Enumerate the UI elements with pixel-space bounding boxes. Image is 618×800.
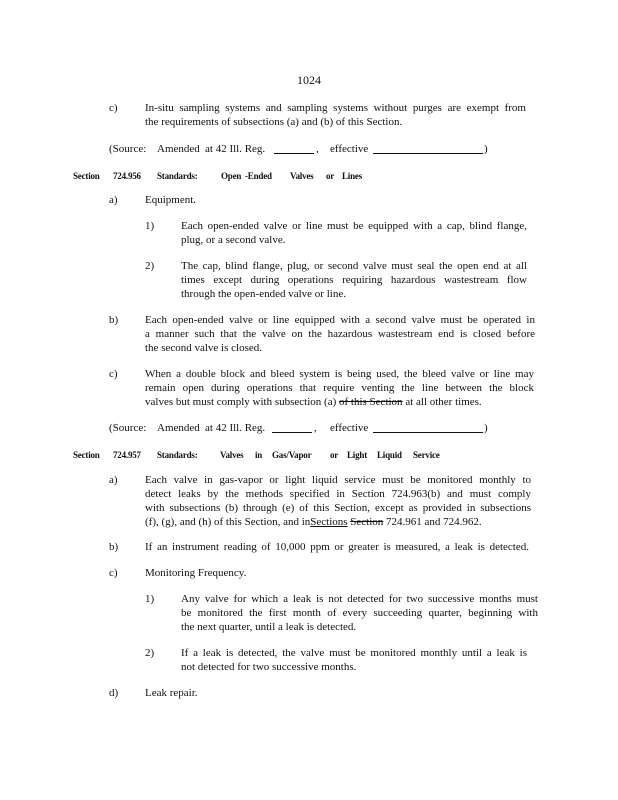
inserted-text: Sections	[310, 516, 348, 528]
item-label: d)	[109, 687, 119, 699]
blank-line	[272, 422, 312, 433]
section-title-part: Lines	[342, 171, 363, 181]
source-amended: Amended	[157, 422, 200, 434]
text-line: If a leak is detected, the valve must be monitored monthly until a leak is	[181, 647, 527, 659]
text-line: If an instrument reading of 10,000 ppm or greater is measured, a leak is detected.	[145, 541, 529, 553]
source-comma: ,	[316, 143, 319, 155]
text-line: times except during operations requiring hazardous wastestream flow	[181, 274, 527, 286]
item-label: 1)	[145, 220, 155, 232]
text-line: not detected for two successive months.	[181, 661, 357, 673]
item-label: 2)	[145, 260, 155, 272]
text-segment: valves but must comply with subsection (a)	[145, 396, 337, 408]
deleted-text: Section	[350, 516, 384, 528]
section-title-part: Standards:	[157, 450, 198, 460]
section-number: 724.956	[113, 171, 141, 181]
paragraph	[145, 101, 526, 129]
text-segment: (f), (g), and (h) of this Section, and in	[145, 516, 311, 528]
blank-line	[373, 143, 483, 154]
paragraph	[145, 313, 535, 355]
source-reg: at 42 Ill. Reg.	[205, 422, 266, 434]
section-title-part: Valves	[290, 171, 314, 181]
subsection-heading: Monitoring Frequency.	[145, 567, 247, 579]
text-line: The cap, blind flange, plug, or second valve must seal the open end at all	[181, 260, 527, 272]
text-line: detect leaks by the methods specified in Section 724.963(b) and must comply	[145, 488, 531, 500]
text-line: the requirements of subsections (a) and (b) of this Section.	[145, 116, 403, 128]
text-line: When a double block and bleed system is being used, the bleed valve or line may	[145, 368, 534, 380]
section-title-part: Light	[347, 450, 368, 460]
text-line: the next quarter, until a leak is detected.	[181, 621, 357, 633]
text-line: through the open-ended valve or line.	[181, 288, 346, 300]
source-amended: Amended	[157, 143, 200, 155]
paragraph	[145, 473, 531, 529]
section-title-part: Valves	[220, 450, 244, 460]
paragraph	[181, 259, 527, 301]
text-segment: at all other times.	[405, 396, 482, 408]
source-close: )	[484, 143, 488, 155]
section-word: Section	[73, 171, 100, 181]
text-line: remain open during operations that require venting the line between the block	[145, 382, 534, 394]
source-reg: at 42 Ill. Reg.	[205, 143, 266, 155]
section-title-part: Liquid	[377, 450, 402, 460]
text-line	[145, 395, 534, 409]
text-line: Each open-ended valve or line equipped with a second valve must be operated in	[145, 314, 535, 326]
item-label: c)	[109, 102, 118, 114]
section-title-part: -Ended	[245, 171, 272, 181]
subsection-heading: Equipment.	[145, 194, 197, 206]
paragraph	[145, 367, 534, 409]
blank-line	[373, 422, 483, 433]
section-title-part: Open	[221, 171, 242, 181]
text-line: Each open-ended valve or line must be equipped with a cap, blind flange,	[181, 220, 527, 232]
text-line: with subsections (b) through (e) of this Section, except as provided in subsections	[145, 502, 531, 514]
text-line	[145, 515, 531, 529]
paragraph	[181, 219, 527, 247]
text-line: Each valve in gas-vapor or light liquid service must be monitored monthly to	[145, 474, 531, 486]
section-title-part: or	[326, 171, 335, 181]
item-label: 1)	[145, 593, 155, 605]
deleted-text: of this Section	[339, 396, 403, 408]
page-number: 1024	[297, 73, 321, 87]
subsection-heading: Leak repair.	[145, 687, 198, 699]
paragraph	[181, 646, 527, 674]
text-line: a manner such that the valve on the hazardous wastestream end is closed before	[145, 328, 535, 340]
section-number: 724.957	[113, 450, 141, 460]
text-segment: 724.961 and 724.962.	[386, 516, 482, 528]
item-label: c)	[109, 567, 118, 579]
source-label: (Source:	[109, 143, 147, 155]
section-word: Section	[73, 450, 100, 460]
paragraph	[145, 540, 529, 554]
blank-line	[274, 143, 314, 154]
text-line: be monitored the first month of every succeeding quarter, beginning with	[181, 607, 538, 619]
text-line: In-situ sampling systems and sampling systems without purges are exempt from	[145, 102, 526, 114]
paragraph	[181, 592, 538, 634]
item-label: a)	[109, 194, 118, 206]
source-close: )	[484, 422, 488, 434]
item-label: a)	[109, 474, 118, 486]
section-title-part: Standards:	[157, 171, 198, 181]
source-effective: effective	[330, 422, 369, 434]
item-label: b)	[109, 314, 119, 326]
item-label: c)	[109, 368, 118, 380]
section-title-part: Gas/Vapor	[272, 450, 312, 460]
item-label: b)	[109, 541, 119, 553]
source-label: (Source:	[109, 422, 147, 434]
source-comma: ,	[314, 422, 317, 434]
item-label: 2)	[145, 647, 155, 659]
text-line: the second valve is closed.	[145, 342, 262, 354]
section-title-part: Service	[413, 450, 440, 460]
section-title-part: in	[255, 450, 263, 460]
text-line: Any valve for which a leak is not detected for two successive months must	[181, 593, 538, 605]
source-effective: effective	[330, 143, 369, 155]
text-line: plug, or a second valve.	[181, 234, 286, 246]
section-title-part: or	[330, 450, 339, 460]
